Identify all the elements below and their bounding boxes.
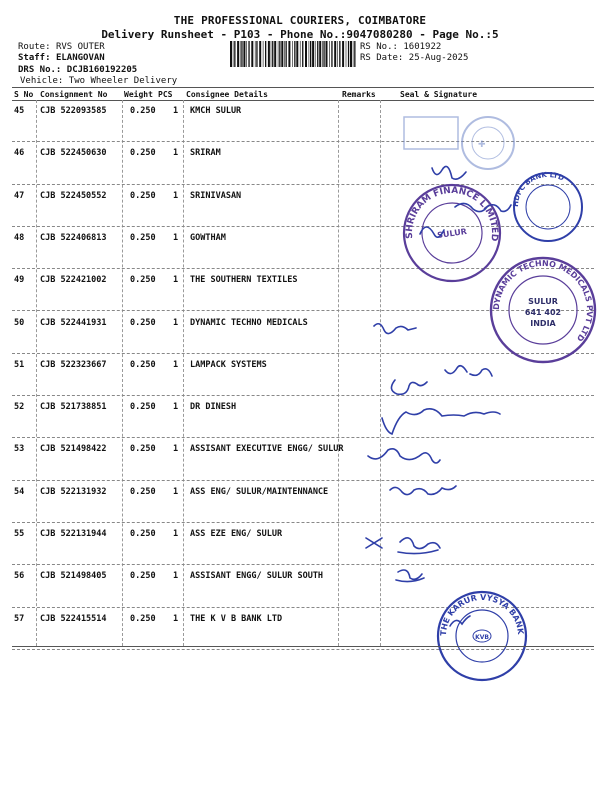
- barcode-bar: [255, 41, 256, 67]
- row-pcs: 1: [173, 106, 179, 116]
- barcode-bar: [246, 41, 247, 67]
- rs-date-line: [360, 53, 468, 63]
- row-consignment-no: CJB 522421002: [40, 275, 107, 286]
- svg-text:HDFC BANK LTD: HDFC BANK LTD: [511, 170, 566, 208]
- row-weight: 0.250: [130, 359, 156, 370]
- barcode-bar: [241, 41, 242, 67]
- svg-text:641 402: 641 402: [524, 308, 562, 317]
- row-consignee: ASSISANT ENGG/ SULUR SOUTH: [190, 571, 324, 582]
- rs-no-value: 1601922: [403, 42, 442, 52]
- table-row: [0, 565, 600, 607]
- barcode-bar: [263, 41, 264, 67]
- svg-text:SULUR: SULUR: [528, 297, 558, 306]
- svg-text:SULUR: SULUR: [436, 226, 468, 241]
- document-subtitle: Delivery Runsheet - P103 - Phone No.:9047080280 - Page No.:5: [101, 28, 499, 41]
- vehicle-line: [20, 76, 177, 86]
- row-consignee: SRIRAM: [190, 148, 221, 159]
- row-consignment-no: CJB 522441931: [40, 317, 107, 328]
- staff-value: ELANGOVAN: [55, 53, 105, 63]
- row-consignee: THE K V B BANK LTD: [190, 613, 283, 624]
- row-sno: 53: [14, 444, 25, 455]
- barcode-bar: [286, 41, 287, 67]
- barcode-bar: [281, 41, 283, 67]
- col-header-pcs: PCS: [158, 90, 173, 99]
- barcode-bar: [294, 41, 295, 67]
- row-consignee: LAMPACK SYSTEMS: [190, 359, 267, 370]
- row-consignee: ASS EZE ENG/ SULUR: [190, 529, 283, 539]
- row-consignee: THE SOUTHERN TEXTILES: [190, 275, 298, 286]
- document-title: THE PROFESSIONAL COURIERS, COIMBATORE: [173, 14, 427, 27]
- barcode-bar: [271, 41, 272, 67]
- row-consignee: DYNAMIC TECHNO MEDICALS: [190, 317, 308, 328]
- barcode-bar: [315, 41, 316, 67]
- drs-line: [18, 65, 137, 75]
- col-header-consignment: Consignment No: [40, 90, 108, 99]
- row-consignee: GOWTHAM: [190, 232, 226, 243]
- row-consignment-no: CJB 522415514: [40, 613, 107, 624]
- row-sno: 56: [14, 571, 25, 582]
- barcode-bar: [302, 41, 303, 67]
- table-row: [0, 100, 600, 142]
- barcode-bar: [329, 41, 330, 67]
- row-sno: 47: [14, 190, 25, 201]
- rs-no-label: RS No.:: [360, 42, 398, 52]
- row-weight: 0.250: [130, 275, 156, 286]
- drs-label: DRS No.:: [18, 65, 62, 75]
- table-row: [0, 142, 600, 184]
- row-consignment-no: CJB 522450552: [40, 190, 107, 201]
- row-consignment-no: CJB 522093585: [40, 106, 107, 116]
- barcode-bar: [259, 41, 261, 67]
- barcode-bar: [334, 41, 336, 67]
- svg-text:THE KARUR VYSYA BANK: THE KARUR VYSYA BANK: [438, 592, 526, 637]
- row-sno: 50: [14, 317, 25, 328]
- row-weight: 0.250: [130, 613, 156, 624]
- row-weight: 0.250: [130, 106, 156, 116]
- row-pcs: 1: [173, 275, 179, 286]
- barcode-bar: [248, 41, 249, 67]
- barcode-bar: [342, 41, 344, 67]
- barcode-bar: [268, 41, 270, 67]
- row-pcs: 1: [173, 529, 179, 539]
- barcode-bar: [312, 41, 314, 67]
- row-pcs: 1: [173, 613, 179, 624]
- row-weight: 0.250: [130, 232, 156, 243]
- barcode-bar: [319, 41, 321, 67]
- barcode-bar: [243, 41, 245, 67]
- svg-text:SHRIRAM FINANCE LIMITED: SHRIRAM FINANCE LIMITED: [404, 185, 500, 242]
- route-line: [18, 42, 105, 52]
- barcode-bar: [230, 41, 232, 67]
- barcode-bar: [284, 41, 285, 67]
- row-sno: 46: [14, 148, 25, 159]
- barcode-bar: [279, 41, 280, 67]
- barcode-bar: [237, 41, 239, 67]
- barcode-bar: [337, 41, 338, 67]
- table-top-rule: [12, 87, 594, 88]
- row-consignment-no: CJB 522131932: [40, 486, 107, 497]
- row-weight: 0.250: [130, 571, 156, 582]
- rs-no-line: [360, 42, 441, 52]
- barcode-bar: [331, 41, 332, 67]
- row-pcs: 1: [173, 486, 179, 497]
- svg-text:✚: ✚: [478, 140, 486, 150]
- row-consignment-no: CJB 522131944: [40, 529, 107, 539]
- barcode-bar: [251, 41, 253, 67]
- col-header-seal: Seal & Signature: [400, 90, 478, 99]
- row-pcs: 1: [173, 317, 179, 328]
- barcode-bar: [288, 41, 290, 67]
- row-consignment-no: CJB 521738851: [40, 402, 107, 413]
- table-row: [0, 396, 600, 438]
- row-pcs: 1: [173, 444, 179, 455]
- row-weight: 0.250: [130, 486, 156, 497]
- table-row: [0, 185, 600, 227]
- table-row: [0, 354, 600, 396]
- table-row: [0, 608, 600, 650]
- barcode-bar: [278, 41, 279, 67]
- row-pcs: 1: [173, 190, 179, 201]
- row-sno: 54: [14, 486, 25, 497]
- row-consignment-no: CJB 522450630: [40, 148, 107, 159]
- svg-text:DYNAMIC TECHNO MEDICALS PVT LT: DYNAMIC TECHNO MEDICALS PVT LTD: [491, 258, 595, 343]
- row-consignment-no: CJB 522323667: [40, 359, 107, 370]
- table-row: [0, 269, 600, 311]
- barcode-bar: [305, 41, 307, 67]
- route-value: RVS OUTER: [55, 42, 105, 52]
- drs-value: DCJB160192205: [66, 65, 138, 75]
- row-weight: 0.250: [130, 148, 156, 159]
- row-sno: 57: [14, 613, 25, 624]
- barcode-bar: [339, 41, 340, 67]
- barcode-bar: [354, 41, 355, 67]
- barcode-bar: [292, 41, 293, 67]
- barcode-bar: [326, 41, 328, 67]
- vehicle-value: Two Wheeler Delivery: [68, 76, 178, 86]
- barcode-bar: [272, 41, 273, 67]
- barcode-bar: [309, 41, 310, 67]
- row-consignment-no: CJB 522406813: [40, 232, 107, 243]
- table-row: [0, 438, 600, 480]
- row-sno: 49: [14, 275, 25, 286]
- rs-date-label: RS Date:: [360, 53, 404, 63]
- row-consignee: ASSISANT EXECUTIVE ENGG/ SULUR: [190, 444, 344, 455]
- table-row: [0, 312, 600, 354]
- row-weight: 0.250: [130, 190, 156, 201]
- row-pcs: 1: [173, 148, 179, 159]
- row-sno: 55: [14, 529, 25, 539]
- row-weight: 0.250: [130, 444, 156, 455]
- barcode-bar: [233, 41, 234, 67]
- row-weight: 0.250: [130, 317, 156, 328]
- barcode-bar: [348, 41, 349, 67]
- rs-date-value: 25-Aug-2025: [408, 53, 469, 63]
- row-sno: 52: [14, 402, 25, 413]
- barcode-bar: [265, 41, 266, 67]
- vehicle-label: Vehicle:: [20, 76, 64, 86]
- row-consignment-no: CJB 521498422: [40, 444, 107, 455]
- barcode-bar: [317, 41, 318, 67]
- row-consignment-no: CJB 521498405: [40, 571, 107, 582]
- table-row: [0, 481, 600, 523]
- svg-text:KVB: KVB: [475, 634, 489, 641]
- barcode-bar: [322, 41, 323, 67]
- row-sno: 45: [14, 106, 25, 116]
- col-header-consignee: Consignee Details: [186, 90, 268, 99]
- route-label: Route:: [18, 42, 51, 52]
- staff-label: Staff:: [18, 53, 51, 63]
- row-weight: 0.250: [130, 529, 156, 539]
- row-sno: 48: [14, 232, 25, 243]
- row-divider: [12, 649, 594, 650]
- barcode-bar: [234, 41, 235, 67]
- row-pcs: 1: [173, 359, 179, 370]
- barcode-bar: [274, 41, 276, 67]
- barcode-bar: [346, 41, 347, 67]
- barcode-bar: [300, 41, 301, 67]
- row-weight: 0.250: [130, 402, 156, 413]
- barcode-bar: [353, 41, 354, 67]
- row-pcs: 1: [173, 402, 179, 413]
- col-header-weight: Weight: [124, 90, 153, 99]
- col-header-remarks: Remarks: [342, 90, 376, 99]
- col-header-sno: S No: [14, 90, 34, 99]
- row-consignee: ASS ENG/ SULUR/MAINTENNANCE: [190, 486, 329, 497]
- table-row: [0, 523, 600, 565]
- staff-line: [18, 53, 105, 63]
- table-bottom-rule: [12, 646, 594, 647]
- row-consignee: KMCH SULUR: [190, 106, 242, 116]
- table-row: [0, 227, 600, 269]
- row-consignee: DR DINESH: [190, 402, 237, 413]
- barcode-bar: [240, 41, 241, 67]
- barcode-bar: [310, 41, 311, 67]
- row-pcs: 1: [173, 232, 179, 243]
- svg-text:INDIA: INDIA: [530, 319, 556, 328]
- barcode-bar: [296, 41, 298, 67]
- barcode-bar: [256, 41, 257, 67]
- barcode-image: [230, 41, 358, 67]
- row-sno: 51: [14, 359, 25, 370]
- row-consignee: SRINIVASAN: [190, 190, 242, 201]
- barcode-bar: [323, 41, 324, 67]
- barcode-bar: [350, 41, 352, 67]
- row-pcs: 1: [173, 571, 179, 582]
